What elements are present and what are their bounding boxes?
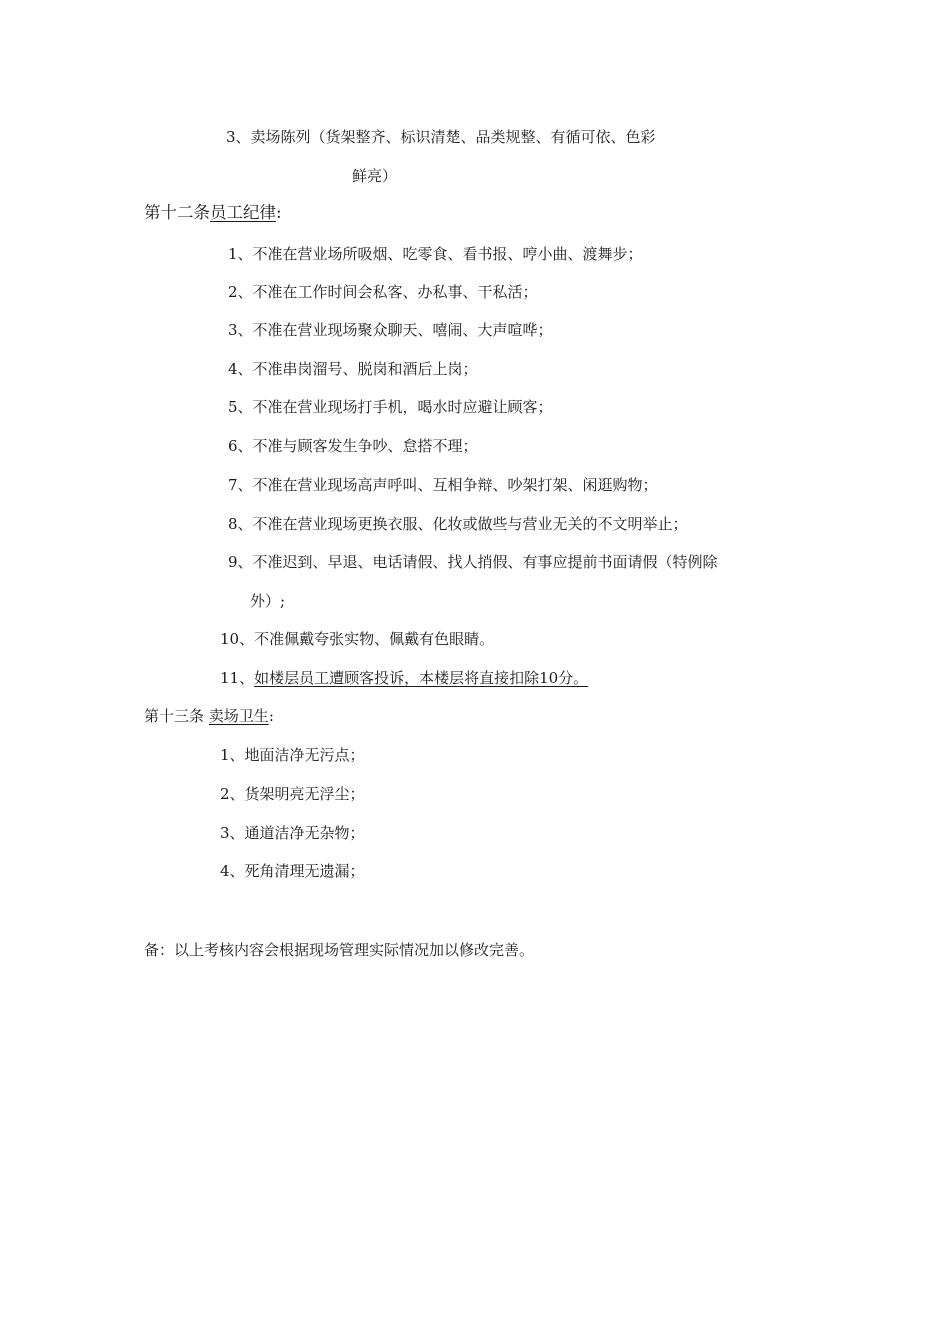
article-13-title: 卖场卫生 bbox=[208, 707, 269, 725]
discipline-rule-7: 7、不准在营业现场高声呼叫、互相争辩、吵架打架、闲逛购物； bbox=[228, 476, 658, 494]
discipline-rule-8: 8、不准在营业现场更换衣服、化妆或做些与营业无关的不文明举止； bbox=[228, 515, 688, 533]
article-12-prefix: 第十二条 bbox=[144, 203, 210, 222]
discipline-rule-1: 1、不准在营业场所吸烟、吃零食、看书报、哼小曲、渡舞步； bbox=[228, 245, 643, 263]
hygiene-item-3: 3、通道洁净无杂物； bbox=[220, 824, 365, 842]
article-13-colon: : bbox=[268, 707, 274, 725]
article-12-title: 员工纪律 bbox=[210, 203, 276, 222]
discipline-rule-9: 9、不准迟到、早退、电话请假、找人捎假、有事应提前书面请假（特例除 bbox=[228, 553, 718, 571]
discipline-rule-11-text: 如楼层员工遭顾客投诉，本楼层将直接扣除10分。 bbox=[254, 669, 589, 687]
article-12-heading bbox=[144, 203, 282, 223]
display-item-3-line-2: 鲜亮） bbox=[352, 167, 398, 185]
discipline-rule-9-continued: 外）; bbox=[250, 592, 286, 610]
display-item-3-line-1: 3、卖场陈列（货架整齐、标识清楚、品类规整、有循可依、色彩 bbox=[226, 128, 656, 146]
article-13-prefix: 第十三条 bbox=[144, 707, 205, 725]
article-13-heading bbox=[144, 706, 274, 726]
discipline-rule-6: 6、不准与顾客发生争吵、怠搭不理； bbox=[228, 437, 478, 455]
discipline-rule-10: 10、不准佩戴夸张实物、佩戴有色眼睛。 bbox=[220, 630, 495, 648]
discipline-rule-5: 5、不准在营业现场打手机，喝水时应避让顾客； bbox=[228, 398, 553, 416]
hygiene-item-2: 2、货架明亮无浮尘； bbox=[220, 785, 365, 803]
discipline-rule-2: 2、不准在工作时间会私客、办私事、干私活； bbox=[228, 283, 538, 301]
discipline-rule-4: 4、不准串岗溜号、脱岗和酒后上岗； bbox=[228, 360, 478, 378]
hygiene-item-4: 4、死角清理无遗漏； bbox=[220, 862, 365, 880]
discipline-rule-11 bbox=[220, 668, 588, 688]
discipline-rule-3: 3、不准在营业现场聚众聊天、嘻闹、大声喧哗； bbox=[228, 321, 553, 339]
remark-note: 备：以上考核内容会根据现场管理实际情况加以修改完善。 bbox=[144, 941, 535, 959]
hygiene-item-1: 1、地面洁净无污点； bbox=[220, 746, 365, 764]
article-12-colon: : bbox=[276, 203, 282, 222]
discipline-rule-11-number: 11、 bbox=[220, 669, 255, 687]
